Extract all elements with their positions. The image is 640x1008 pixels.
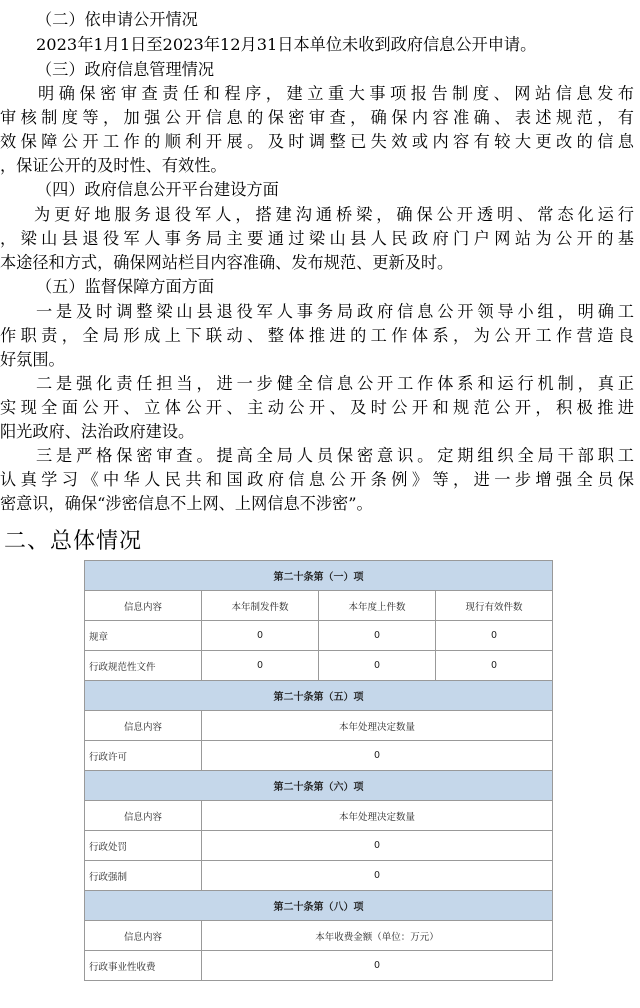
table-section-header — [85, 771, 553, 801]
paragraph-heading: （三）政府信息管理情况 — [36, 60, 215, 79]
table-section-header — [85, 561, 553, 591]
cell-value: 0 — [202, 651, 319, 681]
paragraph-line: 实现全面公开、立体公开、主动公开、及时公开和规范公开，积极推进 — [0, 398, 634, 417]
paragraph-line: 审核制度等，加强公开信息的保密审查，确保内容准确、表述规范，有 — [0, 108, 634, 127]
paragraph-heading: （四）政府信息公开平台建设方面 — [36, 180, 279, 199]
paragraph-line: 作职责，全局形成上下联动、整体推进的工作体系，为公开工作营造良 — [0, 326, 634, 345]
table-header-row — [85, 921, 553, 951]
paragraph-line: 三是严格保密审查。提高全局人员保密意识。定期组织全局干部职工 — [36, 446, 634, 465]
row-label: 行政强制 — [85, 861, 202, 891]
column-header: 信息内容 — [85, 921, 202, 951]
table-header-row — [85, 591, 553, 621]
column-header: 信息内容 — [85, 801, 202, 831]
table-row — [85, 951, 553, 981]
cell-value: 0 — [202, 621, 319, 651]
column-header: 信息内容 — [85, 591, 202, 621]
section-8-title: 第二十条第（八）项 — [85, 891, 553, 921]
paragraph-line: 2023年1月1日至2023年12月31日本单位未收到政府信息公开申请。 — [36, 35, 537, 54]
paragraph-line: 为更好地服务退役军人，搭建沟通桥梁，确保公开透明、常态化运行 — [34, 205, 634, 224]
paragraph-line: ，保证公开的及时性、有效性。 — [0, 156, 227, 175]
paragraph-line: 本途径和方式，确保网站栏目内容准确、发布规范、更新及时。 — [0, 253, 454, 272]
column-header: 本年度上件数 — [319, 591, 436, 621]
column-header: 本年制发件数 — [202, 591, 319, 621]
table-row — [85, 651, 553, 681]
paragraph-line: 密意识，确保“涉密信息不上网、上网信息不涉密”。 — [0, 494, 373, 513]
section-6-title: 第二十条第（六）项 — [85, 771, 553, 801]
section-1-title: 第二十条第（一）项 — [85, 561, 553, 591]
disclosure-table — [84, 560, 553, 981]
row-label: 行政许可 — [85, 741, 202, 771]
column-header: 现行有效件数 — [436, 591, 553, 621]
cell-value: 0 — [202, 741, 553, 771]
paragraph-line: 一是及时调整梁山县退役军人事务局政府信息公开领导小组，明确工 — [36, 302, 634, 321]
paragraph-line: 好氛围。 — [0, 350, 65, 369]
cell-value: 0 — [436, 621, 553, 651]
cell-value: 0 — [319, 621, 436, 651]
column-header: 信息内容 — [85, 711, 202, 741]
paragraph-line: 认真学习《中华人民共和国政府信息公开条例》等，进一步增强全员保 — [0, 470, 634, 489]
cell-value: 0 — [202, 951, 553, 981]
table-row — [85, 831, 553, 861]
column-header: 本年处理决定数量 — [202, 711, 553, 741]
table-row — [85, 861, 553, 891]
row-label: 规章 — [85, 621, 202, 651]
paragraph-line: ，梁山县退役军人事务局主要通过梁山县人民政府门户网站为公开的基 — [0, 229, 634, 248]
paragraph-line: 明确保密审查责任和程序，建立重大事项报告制度、网站信息发布 — [38, 84, 634, 103]
cell-value: 0 — [202, 861, 553, 891]
column-header: 本年收费金额（单位：万元） — [202, 921, 553, 951]
paragraph-line: 二是强化责任担当，进一步健全信息公开工作体系和运行机制，真正 — [36, 374, 634, 393]
paragraph-line: 效保障公开工作的顺利开展。及时调整已失效或内容有较大更改的信息 — [0, 132, 634, 151]
table-section-header — [85, 681, 553, 711]
table-section-header — [85, 891, 553, 921]
cell-value: 0 — [319, 651, 436, 681]
table-header-row — [85, 801, 553, 831]
paragraph-heading: （二）依申请公开情况 — [36, 10, 198, 29]
column-header: 本年处理决定数量 — [202, 801, 553, 831]
table-header-row — [85, 711, 553, 741]
paragraph-line: 阳光政府、法治政府建设。 — [0, 422, 195, 441]
cell-value: 0 — [436, 651, 553, 681]
cell-value: 0 — [202, 831, 553, 861]
paragraph-heading: （五）监督保障方面方面 — [36, 277, 215, 296]
row-label: 行政事业性收费 — [85, 951, 202, 981]
section-5-title: 第二十条第（五）项 — [85, 681, 553, 711]
row-label: 行政规范性文件 — [85, 651, 202, 681]
table-row — [85, 741, 553, 771]
section-title: 二、总体情况 — [4, 529, 143, 554]
table-row — [85, 621, 553, 651]
row-label: 行政处罚 — [85, 831, 202, 861]
